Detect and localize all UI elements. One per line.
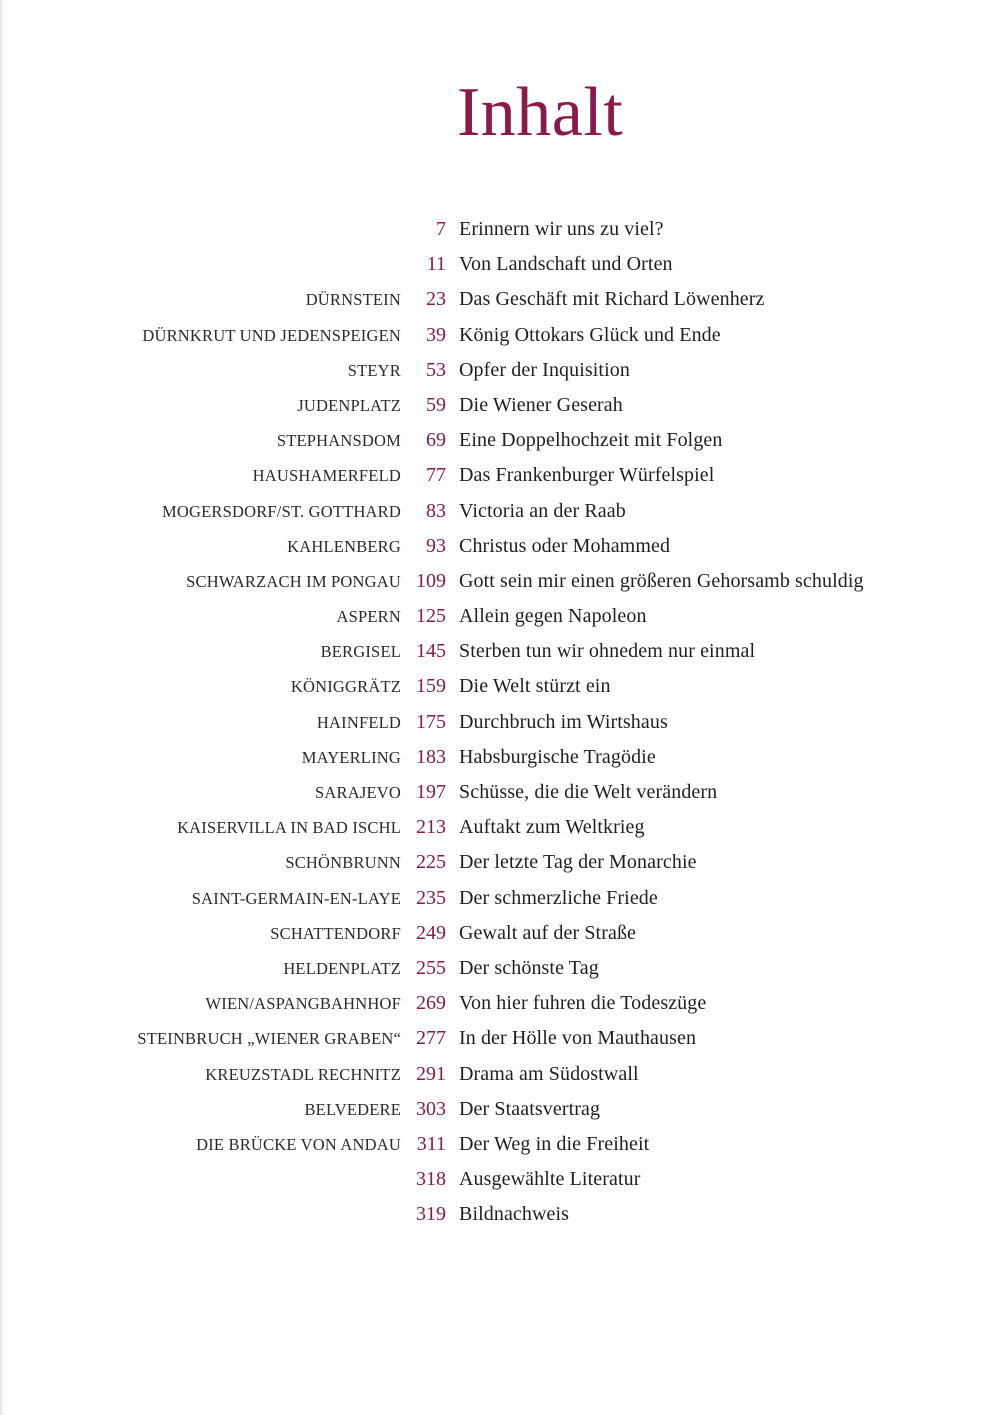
toc-page-number: 145 xyxy=(416,640,446,663)
toc-chapter-title: Opfer der Inquisition xyxy=(459,358,630,381)
toc-chapter-title: Eine Doppelhochzeit mit Folgen xyxy=(459,429,723,452)
toc-page-number: 77 xyxy=(426,464,446,487)
toc-chapter-title: Sterben tun wir ohnedem nur einmal xyxy=(459,640,756,663)
toc-chapter-title: Von hier fuhren die Todeszüge xyxy=(459,992,707,1015)
toc-place-name: STEYR xyxy=(347,360,401,380)
toc-entry[interactable] xyxy=(0,388,1000,423)
toc-chapter-title: Erinnern wir uns zu viel? xyxy=(459,218,664,240)
toc-entry[interactable] xyxy=(0,881,1000,916)
toc-page-number: 277 xyxy=(416,1027,446,1050)
toc-place-name: SCHWARZACH IM PONGAU xyxy=(186,571,401,591)
toc-chapter-title: Bildnachweis xyxy=(459,1203,570,1226)
toc-page-number: 249 xyxy=(416,921,446,944)
toc-page-number: 303 xyxy=(416,1097,446,1120)
toc-place-name: DÜRNSTEIN xyxy=(305,290,401,310)
toc-page-number: 213 xyxy=(416,816,446,839)
toc-place-name: BELVEDERE xyxy=(304,1099,401,1119)
toc-entry[interactable] xyxy=(0,740,1000,775)
toc-page-number: 225 xyxy=(416,851,446,874)
toc-chapter-title: Von Landschaft und Orten xyxy=(459,253,673,276)
toc-page-number: 39 xyxy=(426,323,446,346)
toc-place-name: KÖNIGGRÄTZ xyxy=(290,677,401,697)
toc-place-name: JUDENPLATZ xyxy=(297,395,401,415)
toc-entry[interactable] xyxy=(0,1127,1000,1162)
toc-entry[interactable] xyxy=(0,247,1000,282)
toc-place-name: SARAJEVO xyxy=(315,783,401,802)
toc-entry[interactable] xyxy=(0,458,1000,493)
toc-place-name: KREUZSTADL RECHNITZ xyxy=(205,1064,401,1084)
toc-place-name: HAUSHAMERFELD xyxy=(252,466,401,486)
toc-chapter-title: Der letzte Tag der Monarchie xyxy=(459,851,697,874)
toc-entry[interactable] xyxy=(0,423,1000,458)
toc-place-name: KAHLENBERG xyxy=(287,536,401,556)
toc-chapter-title: Der Staatsvertrag xyxy=(459,1097,601,1120)
toc-entry[interactable] xyxy=(0,494,1000,529)
toc-place-name: HAINFELD xyxy=(316,712,401,732)
toc-page-number: 311 xyxy=(416,1132,446,1155)
toc-place-name: ASPERN xyxy=(336,607,401,627)
toc-page-number: 318 xyxy=(416,1168,446,1191)
toc-place-name: HELDENPLATZ xyxy=(283,958,401,978)
toc-chapter-title: Das Frankenburger Würfelspiel xyxy=(459,464,715,487)
toc-page-number: 23 xyxy=(426,288,446,311)
toc-entry[interactable] xyxy=(0,1092,1000,1127)
toc-page-number: 269 xyxy=(416,992,446,1015)
toc-chapter-title: Der schmerzliche Friede xyxy=(459,886,658,909)
toc-page-number: 11 xyxy=(426,253,446,276)
toc-entry[interactable] xyxy=(0,810,1000,845)
toc-page-number: 319 xyxy=(416,1203,446,1226)
toc-entry[interactable] xyxy=(0,916,1000,951)
toc-page-number: 83 xyxy=(426,499,446,522)
toc-page-number: 109 xyxy=(416,569,446,592)
toc-place-name: BERGISEL xyxy=(320,642,401,662)
toc-page-number: 53 xyxy=(426,358,446,381)
toc-entry[interactable] xyxy=(0,1197,1000,1232)
toc-chapter-title: Gewalt auf der Straße xyxy=(459,921,637,944)
toc-page-number: 197 xyxy=(416,781,446,803)
toc-chapter-title: Die Welt stürzt ein xyxy=(459,675,611,698)
toc-place-name: DIE BRÜCKE VON ANDAU xyxy=(196,1134,401,1154)
toc-chapter-title: Drama am Südostwall xyxy=(459,1062,639,1085)
toc-chapter-title: König Ottokars Glück und Ende xyxy=(459,323,721,346)
toc-chapter-title: Schüsse, die die Welt verändern xyxy=(459,781,718,803)
toc-page-number: 7 xyxy=(436,218,446,240)
toc-page-number: 175 xyxy=(416,710,446,733)
toc-place-name: SCHATTENDORF xyxy=(270,923,401,943)
toc-page-number: 159 xyxy=(416,675,446,698)
toc-entry[interactable] xyxy=(0,318,1000,353)
toc-page-number: 255 xyxy=(416,956,446,979)
toc-place-name: MOGERSDORF/ST. GOTTHARD xyxy=(162,501,401,521)
toc-chapter-title: Durchbruch im Wirtshaus xyxy=(459,710,668,733)
toc-entry[interactable] xyxy=(0,1021,1000,1056)
toc-entry[interactable] xyxy=(0,634,1000,669)
toc-chapter-title: Ausgewählte Literatur xyxy=(459,1168,641,1191)
toc-entry[interactable] xyxy=(0,951,1000,986)
toc-entry[interactable] xyxy=(0,282,1000,317)
toc-entry[interactable] xyxy=(0,564,1000,599)
toc-entry[interactable] xyxy=(0,845,1000,880)
toc-chapter-title: Das Geschäft mit Richard Löwenherz xyxy=(459,288,765,311)
toc-place-name: STEINBRUCH „WIENER GRABEN“ xyxy=(137,1029,401,1049)
toc-chapter-title: Die Wiener Geserah xyxy=(459,393,623,416)
toc-place-name: SCHÖNBRUNN xyxy=(285,853,401,873)
toc-entry[interactable] xyxy=(0,1162,1000,1197)
toc-chapter-title: Auftakt zum Weltkrieg xyxy=(459,816,645,839)
toc-entry[interactable] xyxy=(0,705,1000,740)
page-title: Inhalt xyxy=(457,74,624,151)
toc-place-name: WIEN/ASPANGBAHNHOF xyxy=(205,994,401,1014)
toc-chapter-title: Habsburgische Tragödie xyxy=(459,745,656,768)
toc-place-name: MAYERLING xyxy=(301,747,401,767)
toc-page-number: 183 xyxy=(416,745,446,768)
toc-page-number: 69 xyxy=(426,429,446,452)
toc-chapter-title: Allein gegen Napoleon xyxy=(459,605,647,628)
toc-chapter-title: Gott sein mir einen größeren Gehorsamb schuldig xyxy=(459,569,864,592)
toc-page-number: 235 xyxy=(416,886,446,909)
toc-place-name: SAINT-GERMAIN-EN-LAYE xyxy=(191,888,401,908)
toc-place-name: DÜRNKRUT UND JEDENSPEIGEN xyxy=(142,325,401,345)
toc-chapter-title: In der Hölle von Mauthausen xyxy=(459,1027,697,1050)
toc-place-name: KAISERVILLA IN BAD ISCHL xyxy=(177,818,401,838)
toc-entry[interactable] xyxy=(0,775,1000,810)
toc-page-number: 93 xyxy=(426,534,446,557)
table-of-contents xyxy=(0,212,1000,1232)
toc-chapter-title: Der Weg in die Freiheit xyxy=(459,1132,650,1155)
toc-chapter-title: Victoria an der Raab xyxy=(459,499,626,522)
toc-entry[interactable] xyxy=(0,669,1000,704)
toc-place-name: STEPHANSDOM xyxy=(276,431,401,451)
toc-entry[interactable] xyxy=(0,529,1000,564)
toc-chapter-title: Der schönste Tag xyxy=(459,956,599,979)
toc-entry[interactable] xyxy=(0,599,1000,634)
toc-chapter-title: Christus oder Mohammed xyxy=(459,534,671,557)
toc-page-number: 125 xyxy=(416,605,446,628)
toc-entry[interactable] xyxy=(0,986,1000,1021)
toc-entry[interactable] xyxy=(0,1057,1000,1092)
toc-entry[interactable] xyxy=(0,212,1000,247)
toc-page-number: 59 xyxy=(426,393,446,416)
toc-page-number: 291 xyxy=(416,1062,446,1085)
toc-entry[interactable] xyxy=(0,353,1000,388)
